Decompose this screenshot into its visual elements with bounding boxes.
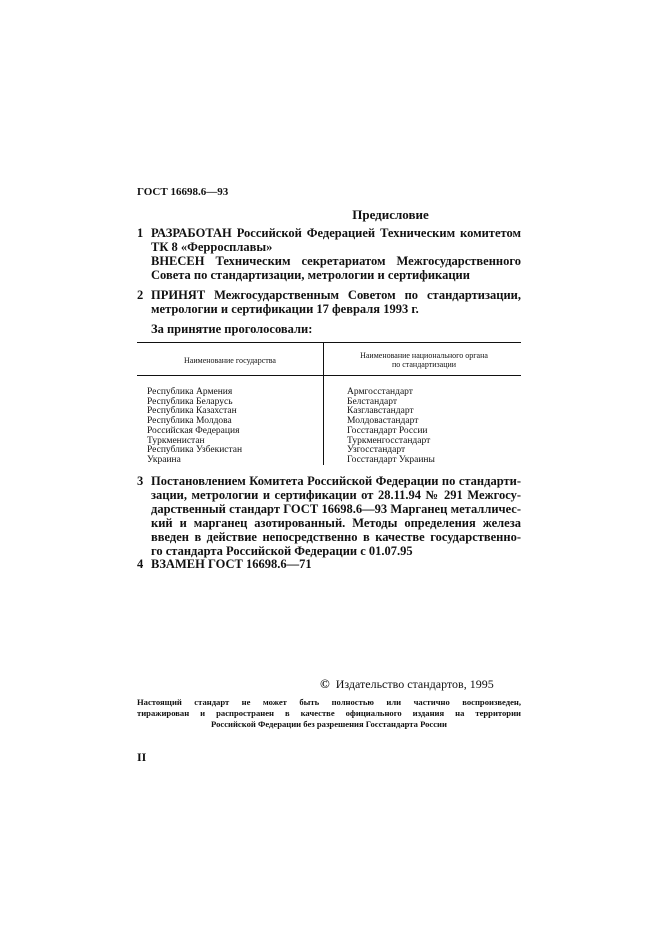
section-3-number: 3 xyxy=(137,474,144,488)
table-column-divider xyxy=(323,342,324,465)
table-cell-state: Республика Армения xyxy=(147,387,233,397)
table-cell-org: Белстандарт xyxy=(347,396,398,407)
page-title xyxy=(0,207,661,223)
table-cell-org: Казглавстандарт xyxy=(347,406,414,417)
table-column-states xyxy=(147,388,242,466)
section-3-line: зации, метрологии и сертификации от 28.11.94 № 291 Межгосу- xyxy=(151,488,521,502)
section-4-body: ВЗАМЕН ГОСТ 16698.6—71 xyxy=(151,557,312,571)
section-1-line: Совета по стандартизации, метрологии и сертификации xyxy=(151,268,470,282)
section-1-line: ВНЕСЕН Техническим секретариатом Межгосударственного xyxy=(151,254,521,268)
table-cell-state: Республика Узбекистан xyxy=(147,445,243,456)
section-3-line: введен в действие непосредственно в качестве государственно- xyxy=(151,530,521,544)
table-cell-org: Армгосстандарт xyxy=(347,387,413,397)
copyright-icon: © xyxy=(320,676,330,691)
section-3-body xyxy=(151,474,521,558)
table-cell-state: Украина xyxy=(147,454,181,465)
section-2-number: 2 xyxy=(137,288,144,302)
table-top-rule xyxy=(137,342,521,343)
reproduction-notice xyxy=(137,697,521,730)
title-text: Предисловие xyxy=(352,207,429,222)
table-header-state: Наименование государства xyxy=(184,356,276,365)
table-cell-state: Туркменистан xyxy=(147,435,205,446)
table-header-org-line: по стандартизации xyxy=(391,360,457,369)
table-cell-org: Молдовастандарт xyxy=(347,416,419,427)
section-1-number: 1 xyxy=(137,226,144,240)
section-3-line: дарственный стандарт ГОСТ 16698.6—93 Марганец металличес- xyxy=(151,502,521,516)
table-column-orgs xyxy=(347,388,435,466)
section-3-line: кий и марганец азотированный. Методы определения железа xyxy=(151,516,521,530)
section-3-line: го стандарта Российской Федерации с 01.07.95 xyxy=(151,544,413,558)
vote-label: За принятие проголосовали: xyxy=(151,322,313,336)
copyright-line xyxy=(320,676,494,692)
standards-table xyxy=(137,342,521,465)
section-1-line: РАЗРАБОТАН Российской Федерацией Техническим комитетом xyxy=(151,226,521,240)
table-header-org-line: Наименование национального органа xyxy=(360,351,488,360)
table-cell-state: Республика Молдова xyxy=(147,416,232,427)
table-cell-state: Республика Беларусь xyxy=(147,396,233,407)
table-cell-org: Узгосстандарт xyxy=(347,445,406,456)
section-1-body xyxy=(151,226,521,282)
table-cell-org: Туркменгосстандарт xyxy=(347,435,431,446)
section-2-line: метрологии и сертификации 17 февраля 1993 г. xyxy=(151,302,419,316)
table-header-rule xyxy=(137,375,521,376)
table-header-org xyxy=(327,351,521,369)
table-cell-org: Госстандарт Украины xyxy=(347,454,435,465)
document-header: ГОСТ 16698.6—93 xyxy=(137,186,229,198)
page-number: II xyxy=(137,750,147,764)
notice-line: тиражирован и распространен в качестве официального издания на территории xyxy=(137,708,521,718)
copyright-text: Издательство стандартов, 1995 xyxy=(335,677,494,691)
section-2-line: ПРИНЯТ Межгосударственным Советом по стандартизации, xyxy=(151,288,521,302)
section-3-line: Постановлением Комитета Российской Федерации по стандарти- xyxy=(151,474,521,488)
notice-line: Российской Федерации без разрешения Госстандарта России xyxy=(211,719,447,729)
section-1-line: ТК 8 «Ферросплавы» xyxy=(151,240,273,254)
table-cell-org: Госстандарт России xyxy=(347,425,428,436)
section-2-body xyxy=(151,288,521,316)
table-cell-state: Республика Казахстан xyxy=(147,406,237,417)
notice-line: Настоящий стандарт не может быть полностью или частично воспроизведен, xyxy=(137,697,521,707)
table-cell-state: Российская Федерация xyxy=(147,425,240,436)
section-4-number: 4 xyxy=(137,557,144,571)
